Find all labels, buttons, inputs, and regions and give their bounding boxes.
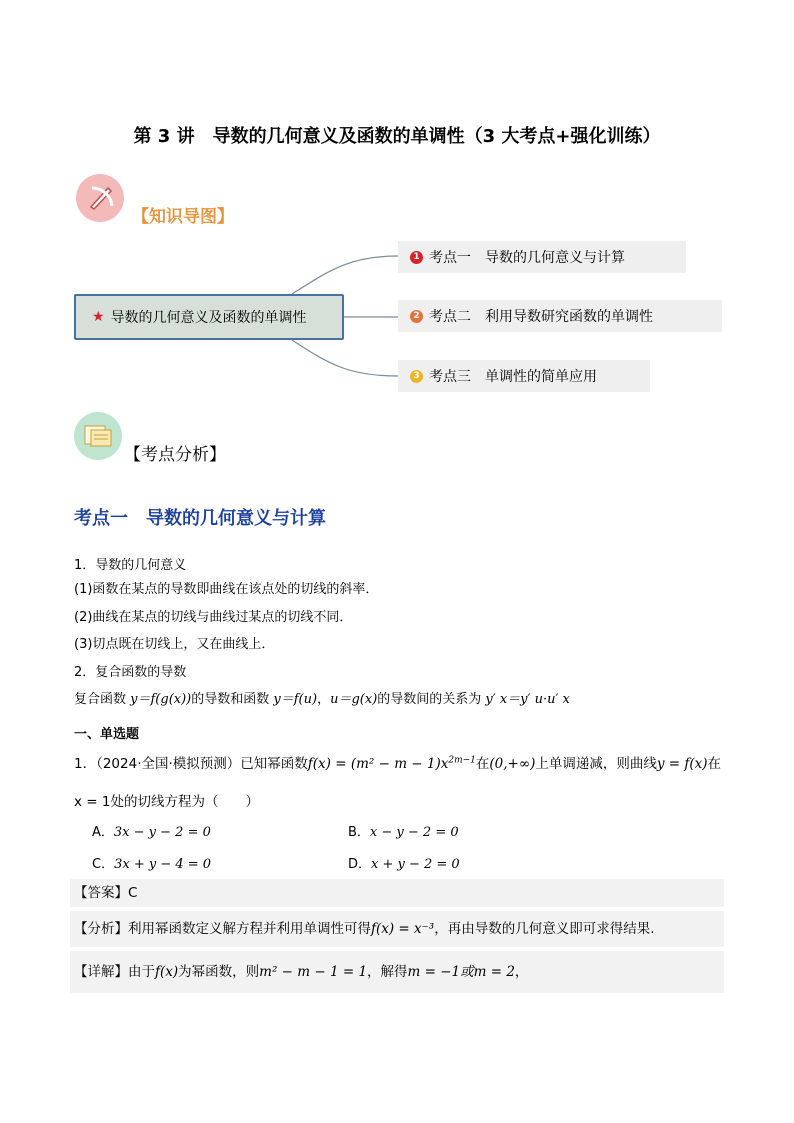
text: 复合函数 (74, 692, 131, 707)
kaodian-1-title: 考点一 导数的几何意义与计算 (74, 508, 326, 529)
text: 利用幂函数定义解方程并利用单调性可得 (128, 921, 371, 937)
section-knowledge-map-label: 【知识导图】 (132, 207, 234, 227)
option-text: 3x − y − 2 = 0 (113, 825, 211, 840)
math: y＝f(g(x)) (130, 692, 192, 707)
math: m² − m − 1 = 1 (259, 964, 368, 980)
option-text: 3x + y − 4 = 0 (114, 857, 212, 872)
mindmap-branch-1 (398, 241, 686, 273)
mindmap-branch-3 (398, 360, 650, 392)
mindmap-branch-label: 考点一 导数的几何意义与计算 (429, 250, 625, 266)
answer-value: C (128, 885, 138, 901)
text: 在 (475, 756, 490, 772)
question-1-line-1: 1．（2024·全国·模拟预测）已知幂函数$f(x) = (m^2 - m - 1)x^{2m-1}$在(0,+∞)上单调递减，则曲线y = f(x)在 (74, 755, 722, 772)
answer-label: 【答案】 (74, 885, 128, 901)
mindmap-branch-label: 考点二 利用导数研究函数的单调性 (429, 309, 653, 325)
question-1-line-2: x = 1处的切线方程为（ ） (74, 794, 259, 810)
composite-rule-line: 复合函数 y＝f(g(x))的导数和函数 y＝f(u)，u＝g(x)的导数间的关系为 y′ x＝y′ u·u′ x (74, 692, 570, 707)
mindmap-branch-2 (398, 300, 722, 332)
option-d (348, 853, 460, 872)
mindmap-central-label: 导数的几何意义及函数的单调性 (110, 310, 307, 326)
mindmap-branch-label: 考点三 单调性的简单应用 (429, 369, 597, 385)
number-2-icon: 2 (410, 310, 423, 323)
math: y＝f(u) (273, 692, 318, 707)
option-text: x + y − 2 = 0 (371, 857, 460, 872)
answer-row (70, 879, 724, 907)
single-choice-heading: 一、单选题 (74, 727, 140, 742)
page-title: 第 3 讲 导数的几何意义及函数的单调性（3 大考点+强化训练） (133, 126, 661, 147)
text-line: (1)函数在某点的导数即曲线在该点处的切线的斜率． (74, 582, 379, 597)
text-line: (2)曲线在某点的切线与曲线过某点的切线不同． (74, 610, 353, 625)
text: 上单调递减，则曲线 (535, 756, 657, 772)
option-c (92, 853, 211, 872)
option-key: D． (348, 857, 372, 872)
option-text: x − y − 2 = 0 (369, 825, 459, 840)
option-a (92, 821, 211, 840)
option-key: A． (92, 825, 114, 840)
option-b (348, 821, 459, 840)
number-1-icon: 1 (410, 251, 423, 264)
math: f(x) = x⁻³ (371, 921, 435, 937)
text: 由于 (128, 964, 155, 980)
notebook-icon (74, 412, 122, 460)
text: 的导数间的关系为 (377, 692, 486, 707)
star-icon: ★ (92, 309, 105, 325)
math: u＝g(x) (330, 692, 378, 707)
text: 1．（2024·全国·模拟预测）已知幂函数 (74, 756, 308, 772)
math: f(x) (155, 964, 179, 980)
mindmap-central-node (74, 294, 344, 340)
mindmap-connectors (0, 0, 794, 420)
number-3-icon: 3 (410, 370, 423, 383)
text: ，再由导数的几何意义即可求得结果. (434, 921, 655, 937)
analysis-row (70, 911, 724, 947)
text: ，解得 (367, 964, 408, 980)
text-line: 2．复合函数的导数 (74, 665, 187, 680)
analysis-label: 【分析】 (74, 921, 128, 937)
text: 在 (707, 756, 722, 772)
text: 的导数和函数 (191, 692, 274, 707)
composite-expr: y′ x＝y′ u·u′ x (485, 692, 570, 707)
detail-label: 【详解】 (74, 964, 128, 980)
section-analysis-label: 【考点分析】 (124, 445, 226, 465)
text-line: (3)切点既在切线上，又在曲线上． (74, 637, 275, 652)
math: m = −1或m = 2 (407, 964, 515, 980)
option-key: B． (348, 825, 370, 840)
text: 为幂函数，则 (178, 964, 260, 980)
detail-row (70, 951, 724, 993)
text: ， (514, 964, 529, 980)
text-line: 1．导数的几何意义 (74, 558, 187, 573)
option-key: C． (92, 857, 115, 872)
